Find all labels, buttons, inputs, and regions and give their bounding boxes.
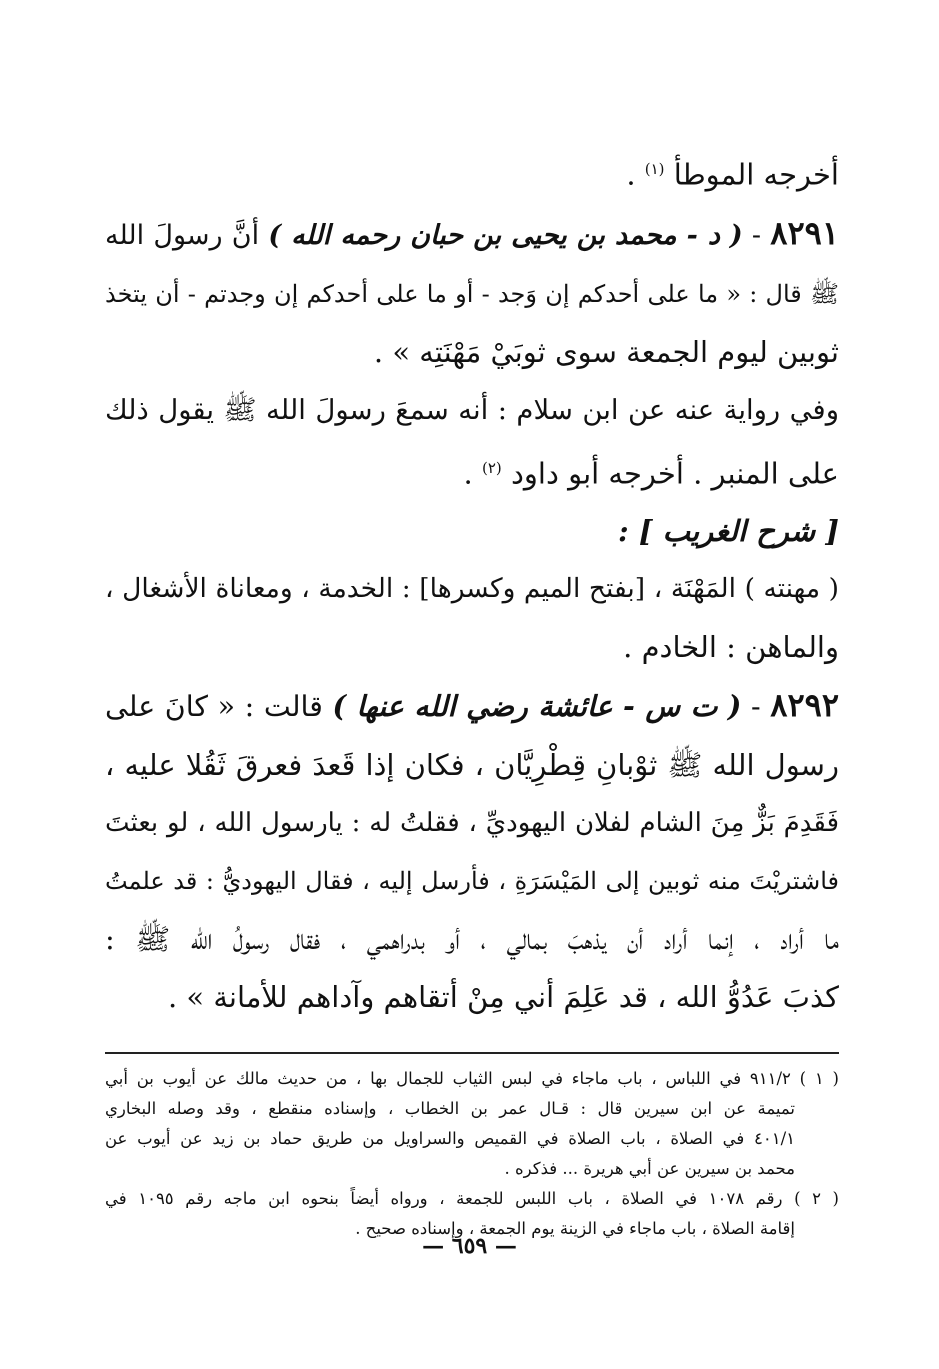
gharib-line-1: ( مهنته ) المَهْنَة ، [بفتح الميم وكسرها] : الخدمة ، ومعاناة الأشغال ، [105, 573, 840, 605]
footnote-ref-1: (١) [644, 160, 665, 178]
footnote-line: محمد بن سيرين عن أبي هريرة ... فذكره . [504, 1159, 795, 1179]
intro-text: أخرجه الموطأ [673, 157, 839, 192]
hadith-text: قالت : « كانَ على [105, 690, 323, 724]
hadith-8291-line-5: على المنبر . أخرجه أبو داود $^{(٢)}$ . [463, 456, 839, 491]
hadith-8292-line-1: ٨٢٩٢ - ( ت س - عائشة رضي الله عنها ) قالت : « كانَ على [105, 686, 839, 725]
hadith-8292-line-5: ما أراد ، إنما أراد أن يذهبَ بمالي ، أو بدراهمي ، فقال رسولُ الله ﷺ : [105, 922, 839, 957]
hadith-8291-line-1: ٨٢٩١ - ( د - محمد بن يحيى بن حبان رحمه الله ) أنَّ رسولَ الله [105, 213, 839, 252]
hadith-8292-line-2: رسول الله ﷺ ثوْبانِ قِطْرِيَّان ، فكان إذا قَعدَ فعرقَ ثَقُلا عليه ، [105, 748, 839, 783]
hadith-chain: ( ت س - عائشة رضي الله عنها ) [332, 689, 742, 724]
gharib-heading: [ شرح الغريب ] : [618, 514, 839, 549]
hadith-number: ٨٢٩٢ [770, 686, 839, 725]
intro-line: أخرجه الموطأ $^{(١)}$ . [626, 157, 839, 192]
footnote-1 [105, 1064, 839, 1184]
page-body [105, 140, 839, 1369]
footnote-line: إقامة الصلاة ، باب ماجاء في الزينة يوم الجمعة ، وإسناده صحيح . [355, 1219, 795, 1239]
hadith-8292-line-4: فاشتريْتَ منه ثوبين إلى المَيْسَرَةِ ، فأرسل إليه ، فقال اليهوديُّ : قد علمتُ [105, 867, 839, 896]
hadith-8291-line-3: ثوبين ليوم الجمعة سوى ثوبَيْ مَهْنَتِه » . [373, 334, 839, 369]
footnote-line: ( ١ ) ٩١١/٢ في اللباس ، باب ماجاء في لبس الثياب للجمال بها ، من حديث مالك عن أيوب بن أبي [105, 1069, 839, 1089]
footnote-line: تميمة عن ابن سيرين قال : قـال عمر بن الخطاب ، وإسناده منقطع ، وقد وصله البخاري [105, 1099, 795, 1119]
footnote-line: ( ٢ ) رقم ١٠٧٨ في الصلاة ، باب اللبس للجمعة ، ورواه أيضاً بنحوه ابن ماجه رقم ١٠٩٥ في [105, 1189, 839, 1209]
hadith-8292-line-6: كذبَ عَدُوُّ الله ، قد عَلِمَ أني مِنْ أتقاهم وآداهم للأمانة » . [167, 980, 839, 1015]
hadith-chain: ( د - محمد بن يحيى بن حبان رحمه الله ) [268, 219, 743, 251]
hadith-text: على المنبر . أخرجه أبو داود [510, 456, 839, 491]
page-number: — ٦٥٩ — [422, 1233, 517, 1259]
footnote-line: ٤٠١/١ في الصلاة ، باب الصلاة في القميص والسراويل من طريق حماد بن زيد عن أيوب عن [105, 1129, 795, 1149]
hadith-8291-line-2: ﷺ قال : « ما على أحدكم إن وَجد - أو ما على أحدكم إن وجدتم - أن يتخذ [105, 279, 839, 308]
gharib-line-2: والماهن : الخادم . [623, 630, 839, 665]
footnote-ref-2: (٢) [481, 458, 502, 477]
footnote-divider [105, 1052, 839, 1054]
hadith-text: أنَّ رسولَ الله [105, 219, 260, 251]
hadith-8291-line-4: وفي رواية عنه عن ابن سلام : أنه سمعَ رسولَ الله ﷺ يقول ذلك [105, 393, 839, 426]
hadith-8292-line-3: فَقَدِمَ بَزٌّ مِنَ الشام لفلان اليهوديِّ ، فقلتُ له : يارسول الله ، لو بعثتَ [105, 808, 839, 839]
hadith-number: ٨٢٩١ [770, 213, 839, 252]
